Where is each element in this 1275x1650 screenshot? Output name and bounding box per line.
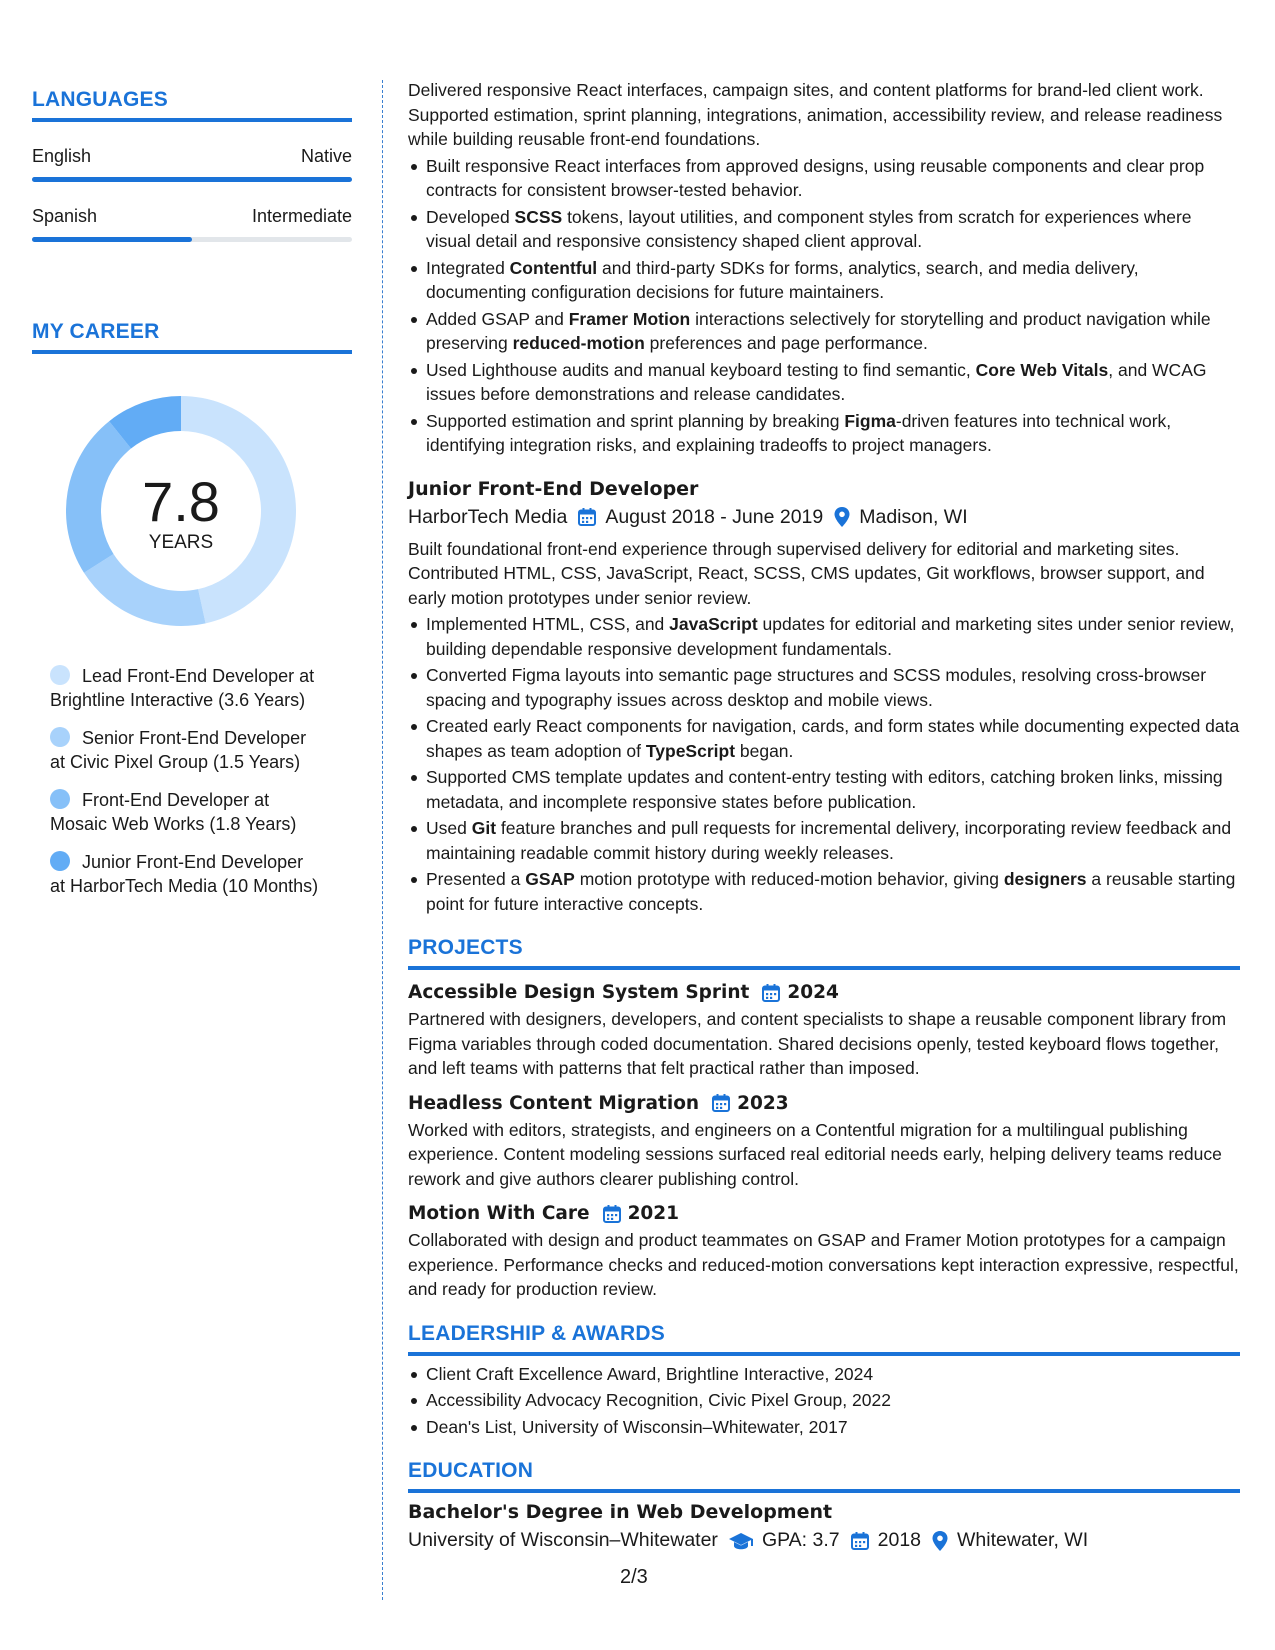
bullet-text: -driven features into technical work, identifying integration risks, and explaining tradeoffs to project managers. — [426, 410, 1172, 455]
project-description: Worked with editors, strategists, and engineers on a Contentful migration for a multilingual publishing experience. Content modeling sessions surfaced real editorial needs early, helping delivery teams reduce rework and give authors clearer publishing control. — [408, 1119, 1222, 1189]
career-legend-item — [50, 726, 322, 774]
language-row — [32, 206, 352, 227]
project-name: Headless Content Migration — [408, 1092, 700, 1114]
project-description: Partnered with designers, developers, and content specialists to shape a reusable component library from Figma variables through coded documentation. Shared decisions openly, tested keyboard flows together, and left teams with patterns that felt practical rather than imposed. — [408, 1009, 1227, 1078]
bullet-text: feature branches and pull requests for incremental delivery, incorporating review feedback and maintaining readable commit history during weekly releases. — [426, 818, 1232, 863]
bullet-text: Presented a — [426, 869, 526, 889]
project-year: 2023 — [737, 1092, 789, 1114]
bullet-keyword: Contentful — [509, 257, 598, 278]
education-school: University of Wisconsin–Whitewater — [408, 1529, 718, 1551]
education-meta — [408, 1529, 1240, 1552]
job-bullets — [408, 154, 1240, 458]
bullet-item — [408, 714, 1240, 763]
bullet-item — [408, 663, 1240, 712]
bullet-text: Built responsive React interfaces from approved designs, using reusable components and clear prop contracts for consistent browser-tested behavior. — [426, 155, 1205, 200]
job-intro: Delivered responsive React interfaces, campaign sites, and content platforms for brand-led client work. Supported estimation, sprint planning, integrations, animation, accessibility review, and release readiness while building reusable front-end foundations. — [408, 80, 1223, 149]
bullet-item — [408, 765, 1240, 814]
job-title: Junior Front-End Developer — [408, 477, 699, 500]
education-year: 2018 — [877, 1529, 922, 1551]
career-heading: MY CAREER — [32, 320, 352, 354]
career-legend-item — [50, 850, 322, 898]
education-location: Whitewater, WI — [957, 1529, 1089, 1551]
project-item — [408, 982, 1240, 1081]
bullet-text: Added GSAP and — [426, 308, 569, 329]
bullet-text: Implemented HTML, CSS, and — [426, 614, 670, 634]
bullet-text: Used Lighthouse audits and manual keyboard testing to find semantic, — [426, 359, 976, 380]
bullet-text: , and WCAG issues before demonstrations and release candidates. — [426, 359, 1207, 404]
project-header — [408, 1093, 1240, 1114]
career-years-label: YEARS — [148, 532, 214, 553]
project-header — [408, 1203, 1240, 1224]
bullet-item — [408, 307, 1240, 356]
project-description: Collaborated with design and product teammates on GSAP and Framer Motion prototypes for a campaign experience. Performance checks and reduced-motion conversations kept interaction expressive, respectful, and ready for production review. — [408, 1230, 1239, 1299]
job-company: HarborTech Media — [408, 505, 568, 528]
career-legend-item — [50, 788, 322, 836]
page-number: 2/3 — [620, 1566, 648, 1588]
donut-center — [66, 396, 296, 626]
bullet-text: Supported CMS template updates and content-entry testing with editors, catching broken links, missing metadata, and incomplete responsive states before publication. — [426, 767, 1223, 812]
language-proficiency-fill — [32, 177, 352, 182]
project-item — [408, 1203, 1240, 1302]
calendar-icon — [711, 1093, 731, 1113]
bullet-keyword: JavaScript — [669, 614, 758, 634]
project-year: 2021 — [627, 1203, 680, 1224]
bullet-text: began. — [735, 740, 794, 761]
legend-label: Lead Front-End Developer at Brightline Interactive (3.6 Years) — [50, 666, 315, 710]
language-proficiency-fill — [32, 237, 192, 242]
legend-color-dot — [50, 727, 70, 747]
bullet-text: and third-party SDKs for forms, analytics, search, and media delivery, documenting configuration decisions for future maintainers. — [426, 257, 1139, 302]
map-pin-icon — [931, 1530, 949, 1552]
project-name: Motion With Care — [408, 1203, 590, 1224]
bullet-text: updates for editorial and marketing sites under senior review, building dependable responsive development fundamentals. — [426, 614, 1235, 659]
career-donut-chart — [66, 396, 296, 626]
job-meta — [408, 506, 1240, 529]
projects-heading: PROJECTS — [408, 936, 1240, 970]
projects-list — [408, 982, 1240, 1302]
bullet-keyword: TypeScript — [645, 740, 736, 761]
bullet-text: preferences and page performance. — [644, 333, 928, 353]
bullet-keyword: reduced-motion — [512, 333, 645, 353]
legend-label: Front-End Developer at Mosaic Web Works (1.8 Years) — [50, 790, 297, 834]
job2-intro: Built foundational front-end experience through supervised delivery for editorial and marketing sites. Contributed HTML, CSS, JavaScript, React, SCSS, CMS updates, Git workflows, browser support, and early motion prototypes under senior review. — [408, 538, 1205, 608]
career-legend-item — [50, 664, 322, 712]
language-proficiency-bar — [32, 237, 352, 242]
bullet-item — [408, 816, 1240, 865]
legend-color-dot — [50, 665, 70, 685]
main-column — [408, 78, 1240, 1552]
bullet-keyword: Core Web Vitals — [975, 359, 1109, 380]
bullet-keyword: designers — [1003, 869, 1087, 889]
bullet-keyword: Figma — [844, 410, 896, 431]
sidebar — [32, 88, 352, 912]
language-level: Intermediate — [251, 206, 352, 226]
legend-label: Junior Front-End Developer at HarborTech Media (10 Months) — [50, 852, 319, 896]
legend-color-dot — [50, 851, 70, 871]
job-location: Madison, WI — [859, 505, 968, 528]
column-divider — [382, 80, 383, 1600]
award-item: Client Craft Excellence Award, Brightline Interactive, 2024 — [408, 1362, 1240, 1387]
bullet-text: Created early React components for navigation, cards, and form states while documenting expected data shapes as team adoption of — [426, 716, 1240, 761]
legend-color-dot — [50, 789, 70, 809]
bullet-keyword: Git — [471, 818, 497, 838]
project-header — [408, 982, 1240, 1003]
graduation-cap-icon — [728, 1531, 754, 1551]
languages-list — [32, 146, 352, 242]
career-legend — [32, 664, 322, 898]
bullet-text: motion prototype with reduced-motion behavior, giving — [574, 869, 1004, 889]
calendar-icon — [577, 507, 597, 527]
map-pin-icon — [833, 506, 851, 528]
legend-label: Senior Front-End Developer at Civic Pixel Group (1.5 Years) — [50, 728, 307, 772]
leadership-heading: LEADERSHIP & AWARDS — [408, 1322, 1240, 1356]
bullet-keyword: GSAP — [525, 869, 575, 889]
bullet-item — [408, 867, 1240, 916]
bullet-item — [408, 612, 1240, 661]
bullet-item — [408, 409, 1240, 458]
bullet-item — [408, 154, 1240, 203]
bullet-text: Developed — [426, 206, 515, 227]
project-year: 2024 — [787, 982, 839, 1003]
bullet-text: tokens, layout utilities, and component styles from scratch for experiences where visual detail and responsive consistency shaped client approval. — [426, 206, 1192, 251]
language-name: English — [32, 146, 92, 166]
award-item: Dean's List, University of Wisconsin–Whitewater, 2017 — [408, 1415, 1240, 1440]
project-item — [408, 1093, 1240, 1192]
bullet-text: interactions selectively for storytelling and product navigation while preserving — [426, 308, 1211, 353]
job-dates: August 2018 - June 2019 — [605, 505, 824, 528]
languages-heading: LANGUAGES — [32, 88, 352, 122]
project-name: Accessible Design System Sprint — [408, 982, 750, 1003]
education-degree: Bachelor's Degree in Web Development — [408, 1501, 833, 1523]
language-proficiency-bar — [32, 177, 352, 182]
bullet-item — [408, 256, 1240, 305]
bullet-text: Supported estimation and sprint planning by breaking — [426, 410, 845, 431]
bullet-text: Used — [426, 818, 472, 838]
job2-bullets — [408, 612, 1240, 916]
bullet-item — [408, 358, 1240, 407]
career-total-years: 7.8 — [142, 470, 220, 533]
language-row — [32, 146, 352, 167]
awards-list — [408, 1362, 1240, 1440]
award-item: Accessibility Advocacy Recognition, Civic Pixel Group, 2022 — [408, 1388, 1240, 1413]
bullet-text: Converted Figma layouts into semantic page structures and SCSS modules, resolving cross-browser spacing and typography issues across desktop and mobile views. — [426, 665, 1207, 710]
bullet-text: Integrated — [426, 257, 510, 278]
calendar-icon — [761, 983, 781, 1003]
bullet-text: a reusable starting point for future interactive concepts. — [426, 869, 1236, 914]
calendar-icon — [602, 1204, 622, 1224]
bullet-item — [408, 205, 1240, 254]
bullet-keyword: Framer Motion — [568, 308, 691, 329]
language-level: Native — [300, 146, 352, 166]
calendar-icon — [850, 1531, 870, 1551]
education-heading: EDUCATION — [408, 1459, 1240, 1493]
language-name: Spanish — [32, 206, 98, 226]
bullet-keyword: SCSS — [514, 206, 563, 227]
education-gpa: GPA: 3.7 — [761, 1529, 840, 1551]
